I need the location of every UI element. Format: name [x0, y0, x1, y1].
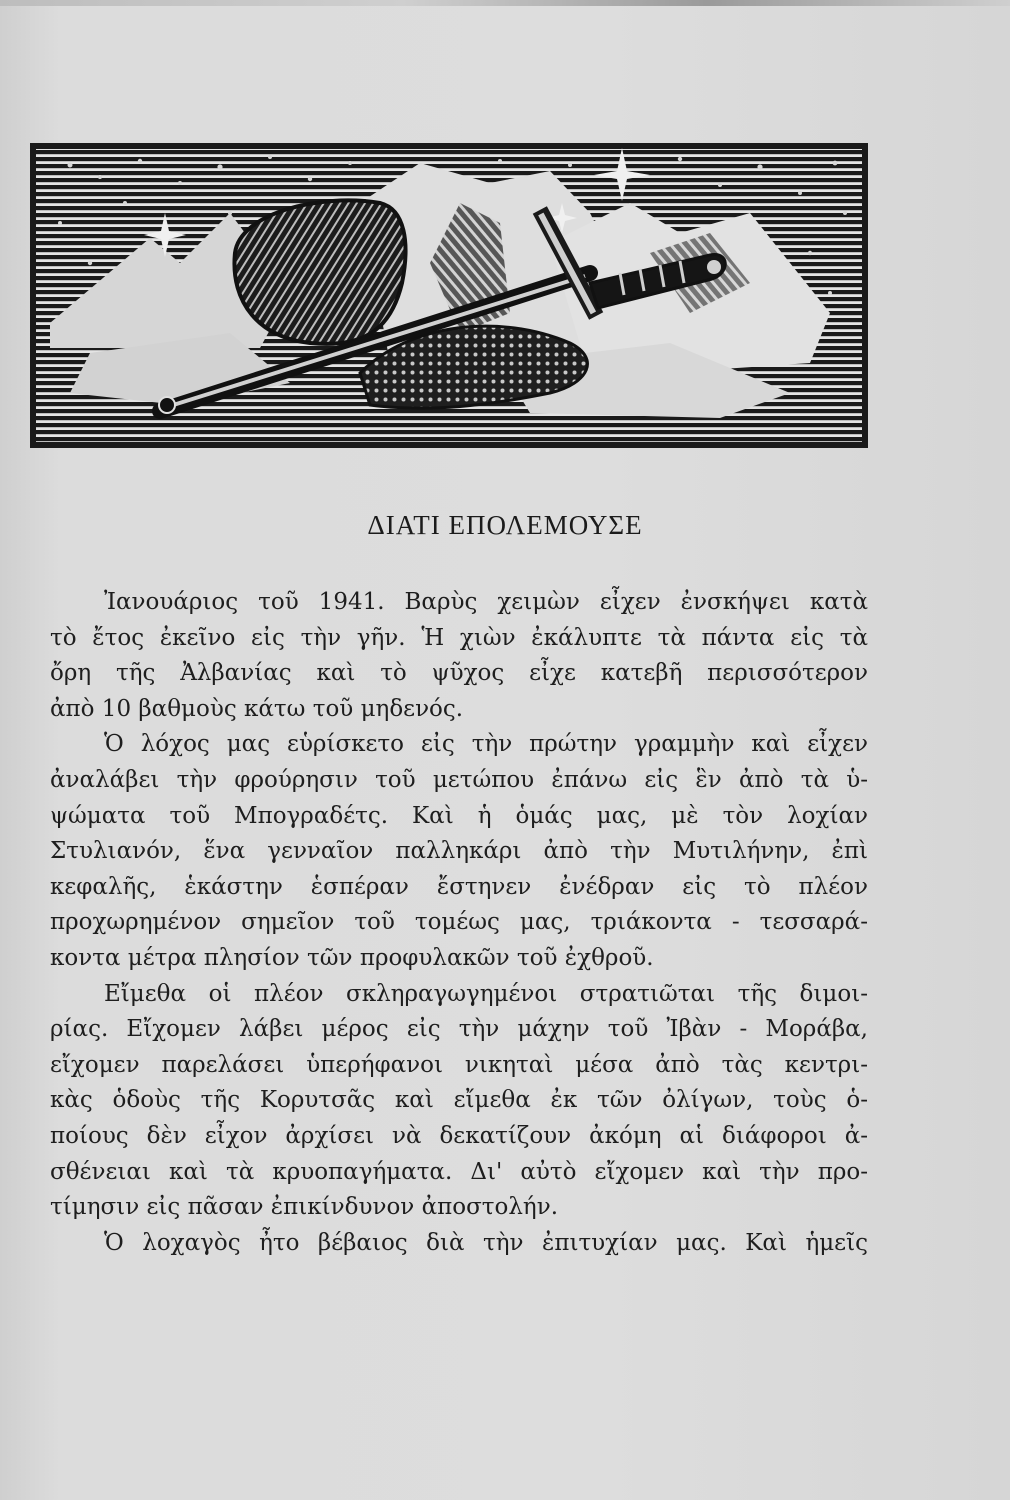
woodcut-helmet-sword-mountains-icon: [30, 143, 868, 448]
text-line: ρίας. Εἴχομεν λάβει μέρος εἰς τὴν μάχην τοῦ Ἰβὰν - Μοράβα,: [50, 1016, 868, 1043]
text-line: ψώματα τοῦ Μπογραδέτς. Καὶ ἡ ὁμάς μας, μὲ τὸν λοχίαν: [50, 802, 868, 829]
text-line: Στυλιανόν, ἕνα γενναῖον παλληκάρι ἀπὸ τὴν Μυτιλήνην, ἐπὶ: [50, 838, 868, 865]
text-line: κοντα μέτρα πλησίον τῶν προφυλακῶν τοῦ ἐχθροῦ.: [50, 944, 654, 971]
text-line: Ὁ λόχος μας εὑρίσκετο εἰς τὴν πρώτην γραμμὴν καὶ εἶχεν: [104, 731, 868, 758]
chapter-title: ΔΙΑΤΙ ΕΠΟΛΕΜΟΥΣΕ: [367, 510, 643, 540]
chapter-body-text: [50, 585, 868, 1261]
text-line: Ἰανουάριος τοῦ 1941. Βαρὺς χειμὼν εἶχεν ἐνσκήψει κατὰ: [104, 589, 868, 615]
text-line: ἀναλάβει τὴν φρούρησιν τοῦ μετώπου ἐπάνω εἰς ἓν ἀπὸ τὰ ὑ-: [50, 766, 868, 793]
text-line: Εἴμεθα οἱ πλέον σκληραγωγημένοι στρατιῶται τῆς διμοι-: [104, 980, 868, 1007]
text-line: τὸ ἔτος ἐκεῖνο εἰς τὴν γῆν. Ἡ χιὼν ἐκάλυπτε τὰ πάντα εἰς τὰ: [50, 624, 868, 651]
text-line: κὰς ὁδοὺς τῆς Κορυτσᾶς καὶ εἴμεθα ἐκ τῶν ὀλίγων, τοὺς ὁ-: [50, 1087, 868, 1114]
text-line: ἀπὸ 10 βαθμοὺς κάτω τοῦ μηδενός.: [50, 695, 464, 722]
text-line: ὄρη τῆς Ἀλβανίας καὶ τὸ ψῦχος εἶχε κατεβῆ περισσότερον: [50, 660, 868, 687]
text-line: σθένειαι καὶ τὰ κρυοπαγήματα. Δι' αὐτὸ εἴχομεν καὶ τὴν προ-: [50, 1158, 868, 1185]
text-line: τίμησιν εἰς πᾶσαν ἐπικίνδυνον ἀποστολήν.: [50, 1194, 558, 1221]
text-line: Ὁ λοχαγὸς ἦτο βέβαιος διὰ τὴν ἐπιτυχίαν μας. Καὶ ἡμεῖς: [104, 1229, 868, 1256]
text-line: κεφαλῆς, ἑκάστην ἑσπέραν ἔστηνεν ἐνέδραν εἰς τὸ πλέον: [50, 873, 868, 900]
text-line: εἴχομεν παρελάσει ὑπερήφανοι νικηταὶ μέσα ἀπὸ τὰς κεντρι-: [50, 1051, 868, 1078]
text-line: προχωρημένον σημεῖον τοῦ τομέως μας, τριάκοντα - τεσσαρά-: [50, 909, 868, 936]
page-top-edge: [0, 0, 1010, 6]
text-line: ποίους δὲν εἶχον ἀρχίσει νὰ δεκατίζουν ἀκόμη αἱ διάφοροι ἀ-: [50, 1122, 868, 1149]
